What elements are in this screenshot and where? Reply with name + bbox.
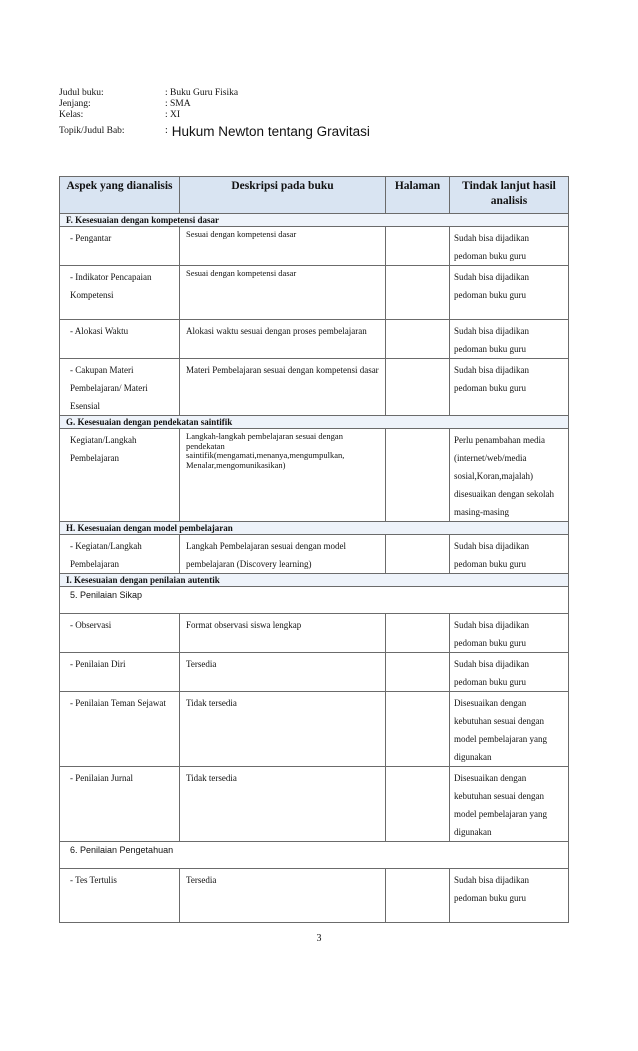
header-halaman: Halaman	[386, 177, 450, 214]
meta-value: : Buku Guru Fisika	[165, 88, 239, 98]
table-row	[60, 359, 569, 416]
cell-aspek: - Kegiatan/Langkah Pembelajaran	[70, 541, 142, 569]
cell-deskripsi: Materi Pembelajaran sesuai dengan kompetensi dasar	[186, 365, 379, 375]
meta-label: Judul buku:	[59, 88, 104, 98]
table-row	[60, 869, 569, 923]
cell-aspek: - Pengantar	[70, 233, 112, 243]
meta-row-topic	[59, 122, 370, 140]
table-row	[60, 767, 569, 842]
table-row	[60, 653, 569, 692]
section-row	[60, 214, 569, 227]
page-number: 3	[316, 933, 322, 944]
topic-title: Hukum Newton tentang Gravitasi	[171, 124, 370, 139]
cell-deskripsi: Tersedia	[186, 875, 217, 885]
section-title: H. Kesesuaian dengan model pembelajaran	[60, 522, 569, 535]
meta-label: Jenjang:	[59, 99, 91, 109]
table-row	[60, 320, 569, 359]
header-tindak: Tindak lanjut hasil analisis	[450, 177, 569, 214]
subsection-row	[60, 587, 569, 614]
cell-aspek: - Cakupan Materi Pembelajaran/ Materi Esensial	[70, 365, 148, 411]
section-title: G. Kesesuaian dengan pendekatan saintifik	[60, 416, 569, 429]
meta-value: : SMA	[165, 99, 191, 109]
cell-tindak: Sudah bisa dijadikan pedoman buku guru	[454, 365, 529, 393]
table-row	[60, 266, 569, 320]
meta-value: : XI	[165, 110, 181, 120]
cell-aspek: - Penilaian Teman Sejawat	[70, 698, 166, 708]
cell-deskripsi: Langkah-langkah pembelajaran sesuai dengan pendekatan saintifik(mengamati,menanya,mengumpulkan, Menalar,mengomunikasikan)	[186, 431, 345, 470]
header-deskripsi: Deskripsi pada buku	[180, 177, 386, 214]
section-title: I. Kesesuaian dengan penilaian autentik	[60, 574, 569, 587]
subsection-title: 6. Penilaian Pengetahuan	[60, 842, 569, 869]
meta-row-title	[59, 88, 370, 99]
cell-tindak: Sudah bisa dijadikan pedoman buku guru	[454, 541, 529, 569]
section-row	[60, 574, 569, 587]
cell-tindak: Sudah bisa dijadikan pedoman buku guru	[454, 875, 529, 903]
cell-deskripsi: Tersedia	[186, 659, 217, 669]
book-review-table	[59, 176, 569, 923]
cell-tindak: Sudah bisa dijadikan pedoman buku guru	[454, 659, 529, 687]
cell-aspek: - Penilaian Jurnal	[70, 773, 133, 783]
cell-tindak: Sudah bisa dijadikan pedoman buku guru	[454, 620, 529, 648]
cell-aspek: - Penilaian Diri	[70, 659, 126, 669]
meta-label: Kelas:	[59, 110, 84, 120]
cell-aspek: - Indikator Pencapaian Kompetensi	[70, 272, 152, 300]
table-header-row	[60, 177, 569, 214]
section-row	[60, 416, 569, 429]
cell-tindak: Sudah bisa dijadikan pedoman buku guru	[454, 272, 529, 300]
cell-deskripsi: Langkah Pembelajaran sesuai dengan model pembelajaran (Discovery learning)	[186, 541, 346, 569]
cell-deskripsi: Sesuai dengan kompetensi dasar	[186, 229, 297, 239]
cell-tindak: Sudah bisa dijadikan pedoman buku guru	[454, 233, 529, 261]
meta-label: Topik/Judul Bab:	[59, 125, 125, 136]
section-row	[60, 522, 569, 535]
cell-tindak: Disesuaikan dengan kebutuhan sesuai dengan model pembelajaran yang digunakan	[454, 698, 547, 762]
table-row	[60, 227, 569, 266]
cell-aspek: - Alokasi Waktu	[70, 326, 129, 336]
cell-deskripsi: Tidak tersedia	[186, 773, 237, 783]
cell-deskripsi: Alokasi waktu sesuai dengan proses pembelajaran	[186, 326, 367, 336]
book-metadata	[59, 88, 370, 140]
table-row	[60, 692, 569, 767]
section-title: F. Kesesuaian dengan kompetensi dasar	[60, 214, 569, 227]
table-row	[60, 535, 569, 574]
cell-tindak: Sudah bisa dijadikan pedoman buku guru	[454, 326, 529, 354]
cell-tindak: Disesuaikan dengan kebutuhan sesuai dengan model pembelajaran yang digunakan	[454, 773, 547, 837]
meta-row-level	[59, 99, 370, 110]
cell-aspek: - Observasi	[70, 620, 112, 630]
cell-tindak: Perlu penambahan media (internet/web/media sosial,Koran,majalah) disesuaikan dengan sekolah masing-masing	[454, 435, 554, 517]
cell-deskripsi: Tidak tersedia	[186, 698, 237, 708]
table-row	[60, 429, 569, 522]
header-aspek: Aspek yang dianalisis	[60, 177, 180, 214]
subsection-row	[60, 842, 569, 869]
cell-aspek: Kegiatan/Langkah Pembelajaran	[70, 435, 137, 463]
cell-deskripsi: Format observasi siswa lengkap	[186, 620, 302, 630]
table-row	[60, 614, 569, 653]
subsection-title: 5. Penilaian Sikap	[60, 587, 569, 614]
meta-colon: :	[165, 125, 168, 136]
cell-aspek: - Tes Tertulis	[70, 875, 117, 885]
meta-row-class	[59, 110, 370, 121]
cell-deskripsi: Sesuai dengan kompetensi dasar	[186, 268, 297, 278]
